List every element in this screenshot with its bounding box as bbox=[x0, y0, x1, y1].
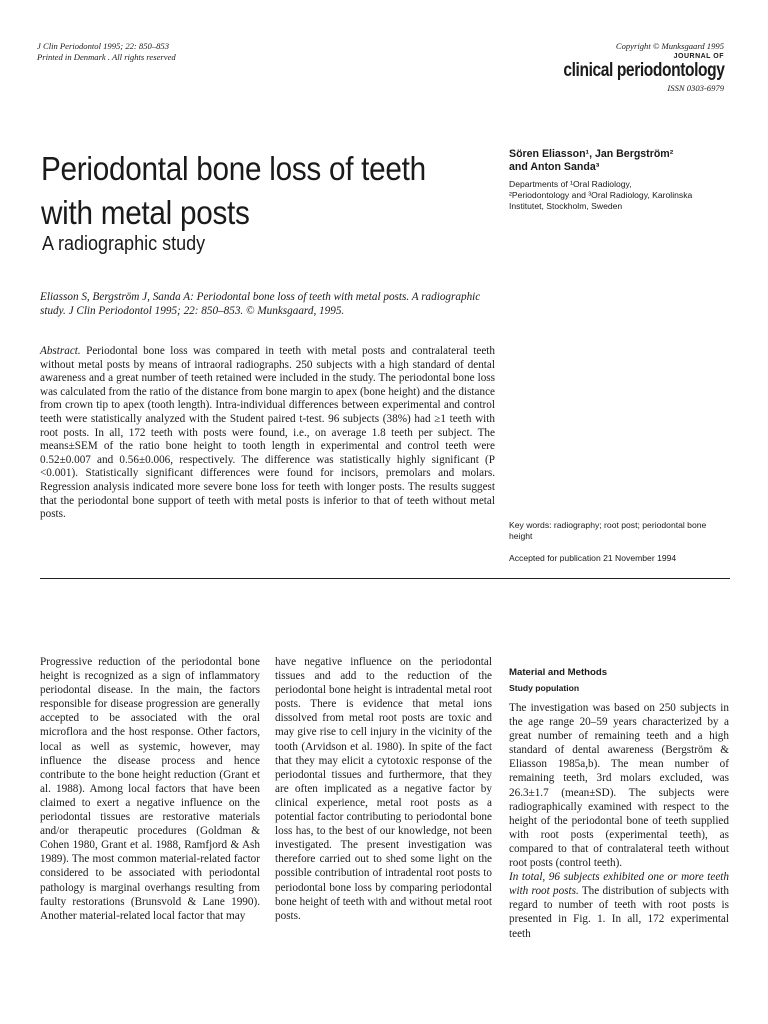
body-column-3 bbox=[509, 701, 729, 941]
journal-header-right bbox=[528, 41, 724, 94]
issn-line: ISSN 0303-6979 bbox=[667, 83, 724, 93]
title-line-1: Periodontal bone loss of teeth bbox=[41, 150, 426, 187]
article-subtitle: A radiographic study bbox=[42, 233, 206, 255]
journal-logo: clinical periodontology bbox=[562, 60, 724, 81]
affiliations bbox=[509, 179, 739, 212]
abstract-divider bbox=[40, 578, 730, 579]
copyright-line: Copyright © Munksgaard 1995 bbox=[615, 41, 724, 51]
article-title bbox=[41, 147, 446, 235]
abstract-label: Abstract. bbox=[40, 345, 81, 357]
journal-label-small: JOURNAL OF bbox=[673, 53, 724, 60]
title-line-2: with metal posts bbox=[41, 194, 250, 231]
accepted-date: Accepted for publication 21 November 1994 bbox=[509, 553, 677, 563]
printed-line: Printed in Denmark . All rights reserved bbox=[37, 52, 176, 62]
col3-italic-sentence: In total, 96 subjects exhibited one or more teeth with root posts. bbox=[509, 871, 729, 898]
subsection-heading: Study population bbox=[509, 683, 580, 693]
authors bbox=[509, 148, 739, 174]
section-heading: Material and Methods bbox=[509, 667, 608, 678]
abstract-text: Periodontal bone loss was compared in teeth with metal posts and contralateral teeth without metal posts by means of intraoral radiographs. 250 subjects with a high standard of dental awareness and a great number of teeth retained were included in the study. The periodontal bone loss was calculated from the ratio of the distance from bone margin to apex (bone height) and the distance from crown tip to apex (tooth length). Intra-individual differences between experimental and control teeth were statistically analyzed with the Student paired t-test. 96 subjects (38%) had ≥1 teeth with root posts. In all, 172 teeth with posts were found, i.e., on average 1.8 teeth per subject. The means±SEM of the ratio bone height to tooth length in experimental and control teeth were 0.52±0.007 and 0.56±0.006, respectively. The difference was statistically highly significant (P <0.001). Statistically significant differences were found for incisors, premolars and molars. Regression analysis indicated more severe bone loss for teeth with longer posts. The results suggest that the periodontal bone support of teeth with metal posts is inferior to that of teeth without metal posts. bbox=[40, 345, 496, 521]
reference-citation: Eliasson S, Bergström J, Sanda A: Periodontal bone loss of teeth with metal posts. A radiographic study. J Clin Periodontol 1995; 22: 850–853. © Munksgaard, 1995. bbox=[40, 291, 481, 317]
authors-line-1: Sören Eliasson¹, Jan Bergström² bbox=[509, 148, 674, 160]
col3-paragraph-2-rest: The distribution of subjects with regard to number of teeth with root posts is presented in Fig. 1. In all, 172 experimental teeth bbox=[509, 885, 729, 940]
affil-line-3: Institutet, Stockholm, Sweden bbox=[509, 201, 623, 211]
journal-header-left bbox=[37, 41, 176, 63]
affil-line-2: ²Periodontology and ³Oral Radiology, Karolinska bbox=[509, 190, 693, 200]
col3-paragraph-2 bbox=[509, 870, 729, 940]
abstract bbox=[40, 345, 495, 522]
affil-line-1: Departments of ¹Oral Radiology, bbox=[509, 179, 632, 189]
keywords: Key words: radiography; root post; periodontal bone height bbox=[509, 520, 707, 541]
authors-line-2: and Anton Sanda³ bbox=[509, 161, 600, 173]
body-column-2: have negative influence on the periodontal tissues and add to the reduction of the periodontal bone height is intradental metal root posts. There is evidence that metal ions dissolved from metal root posts are toxic and may give rise to cell injury in the vicinity of the tooth (Arvidson et al. 1980). In spite of the fact that they may elicit a cytotoxic response of the periodontal tissues and furthermore, that they are often implicated as a negative factor by clinical experience, metal root posts as a potential factor contributing to periodontal bone loss has, to the best of our knowledge, not been investigated. The present investigation was therefore carried out to shed some light on the possible contribution of intradental root posts to periodontal bone loss by comparing periodontal bone height of teeth with and without metal root posts. bbox=[275, 656, 492, 922]
body-column-1: Progressive reduction of the periodontal bone height is recognized as a sign of inflammatory periodontal disease. In the main, the factors responsible for disease progression are generally accepted to be associated with the oral microflora and the host response. Other factors, local as well as systemic, however, may influence the disease process and hence contribute to the bone height reduction (Grant et al. 1988). Among local factors that have been claimed to exert a negative influence on the periodontal tissues are restorative materials and/or therapeutic procedures (Goldman & Cohen 1980, Grant et al. 1988, Ramfjord & Ash 1989). The most common material-related factor considered to be associated with periodontal pathology is marginal overhangs resulting from faulty restorations (Brunsvold & Lane 1990). Another material-related local factor that may bbox=[40, 656, 260, 922]
col3-paragraph-1: The investigation was based on 250 subjects in the age range 20–59 years characterized by a great number of remaining teeth and a high standard of dental awareness (Bergström & Eliasson 1985a,b). The mean number of remaining teeth, 3rd molars excluded, was 26.3±1.7 (mean±SD). The subjects were radiographically examined with respect to the height of the periodontal bone of teeth supplied with root posts (experimental teeth), as compared to that of contralateral teeth without root posts (control teeth). bbox=[509, 702, 729, 870]
citation-line: J Clin Periodontol 1995; 22: 850–853 bbox=[37, 41, 169, 51]
